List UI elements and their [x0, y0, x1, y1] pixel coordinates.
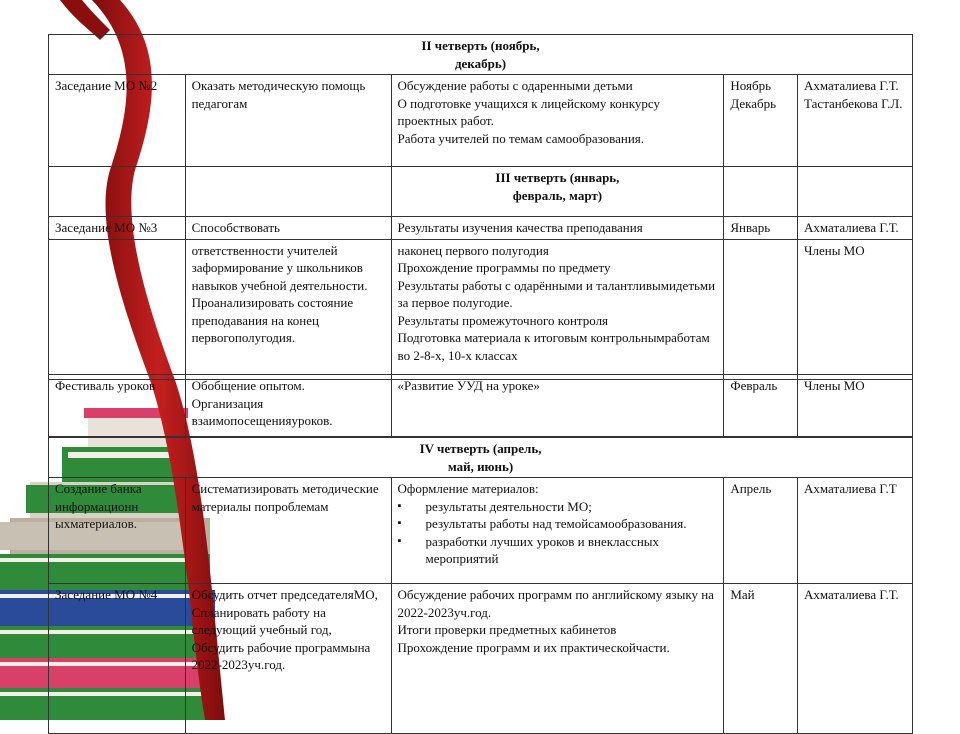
table-row — [49, 239, 913, 379]
event-cell: Фестиваль уроков — [49, 375, 186, 437]
responsible-cell: Ахматалиева Г.Т — [798, 478, 913, 584]
date-cell: Ноябрь Декабрь — [724, 75, 798, 167]
content-cell: наконец первого полугодия Прохождение программы по предмету Результаты работы с одарёнными и талантливымидетьми за первое полугодие. Результаты промежуточного контроля Подготовка материала к итоговым контрольнымработам во 2-8-х, 10-х классах — [391, 239, 724, 379]
quarter-3-header: III четверть (январь, февраль, март) — [391, 167, 724, 217]
responsible-cell: Ахматалиева Г.Т. — [798, 217, 913, 240]
materials-list — [398, 498, 718, 568]
content-cell: Обсуждение работы с одаренными детьми О подготовке учащихся к лицейскому конкурсу проектных работ. Работа учителей по темам самообразования. — [391, 75, 724, 167]
table-row — [49, 478, 913, 584]
date-cell: Февраль — [724, 375, 798, 437]
table-row — [49, 217, 913, 240]
goal-cell: ответственности учителей заформирование у школьников навыков учебной деятельности. Проанализировать состояние преподавания на конец первогополугодия. — [185, 239, 391, 379]
plan-table-3 — [48, 437, 913, 734]
event-cell: Заседание МО №4 — [49, 584, 186, 734]
list-item: ▪ разработки лучших уроков и внеклассных мероприятий — [426, 533, 718, 568]
table-row — [49, 375, 913, 437]
content-cell: Обсуждение рабочих программ по английскому языку на 2022-2023уч.год. Итоги проверки предметных кабинетов Прохождение программ и их практическойчасти. — [391, 584, 724, 734]
date-cell: Май — [724, 584, 798, 734]
responsible-cell: Члены МО — [798, 375, 913, 437]
content-cell: Результаты изучения качества преподавания — [391, 217, 724, 240]
plan-table-2 — [48, 374, 913, 437]
event-cell: Заседание МО №2 — [49, 75, 186, 167]
table-row — [49, 75, 913, 167]
content-cell: Оформление материалов: ▪ результаты деятельности МО; ▪ результаты работы над темойсамообразования. ▪ разработки лучших уроков и внеклассных мероприятий — [391, 478, 724, 584]
quarter-4-header: IV четверть (апрель, май, июнь) — [49, 438, 913, 478]
event-cell: Создание банка информационн ыхматериалов. — [49, 478, 186, 584]
plan-table-1 — [48, 34, 913, 380]
goal-cell: Способствовать — [185, 217, 391, 240]
table-row — [49, 584, 913, 734]
quarter-2-header: II четверть (ноябрь, декабрь) — [49, 35, 913, 75]
date-cell: Январь — [724, 217, 798, 240]
responsible-cell: Ахматалиева Г.Т. — [798, 584, 913, 734]
event-cell: Заседание МО №3 — [49, 217, 186, 240]
responsible-cell: Члены МО — [798, 239, 913, 379]
content-cell: «Развитие УУД на уроке» — [391, 375, 724, 437]
goal-cell: Оказать методическую помощь педагогам — [185, 75, 391, 167]
goal-cell: Обсудить отчет председателяМО, Спланировать работу на следующий учебный год, Обсудить рабочие программына 2022-2023уч.год. — [185, 584, 391, 734]
list-item: ▪ результаты деятельности МО; — [426, 498, 718, 516]
list-item: ▪ результаты работы над темойсамообразования. — [426, 515, 718, 533]
responsible-cell: Ахматалиева Г.Т. Тастанбекова Г.Л. — [798, 75, 913, 167]
goal-cell: Систематизировать методические материалы попроблемам — [185, 478, 391, 584]
date-cell: Апрель — [724, 478, 798, 584]
goal-cell: Обобщение опытом. Организация взаимопосещенияуроков. — [185, 375, 391, 437]
